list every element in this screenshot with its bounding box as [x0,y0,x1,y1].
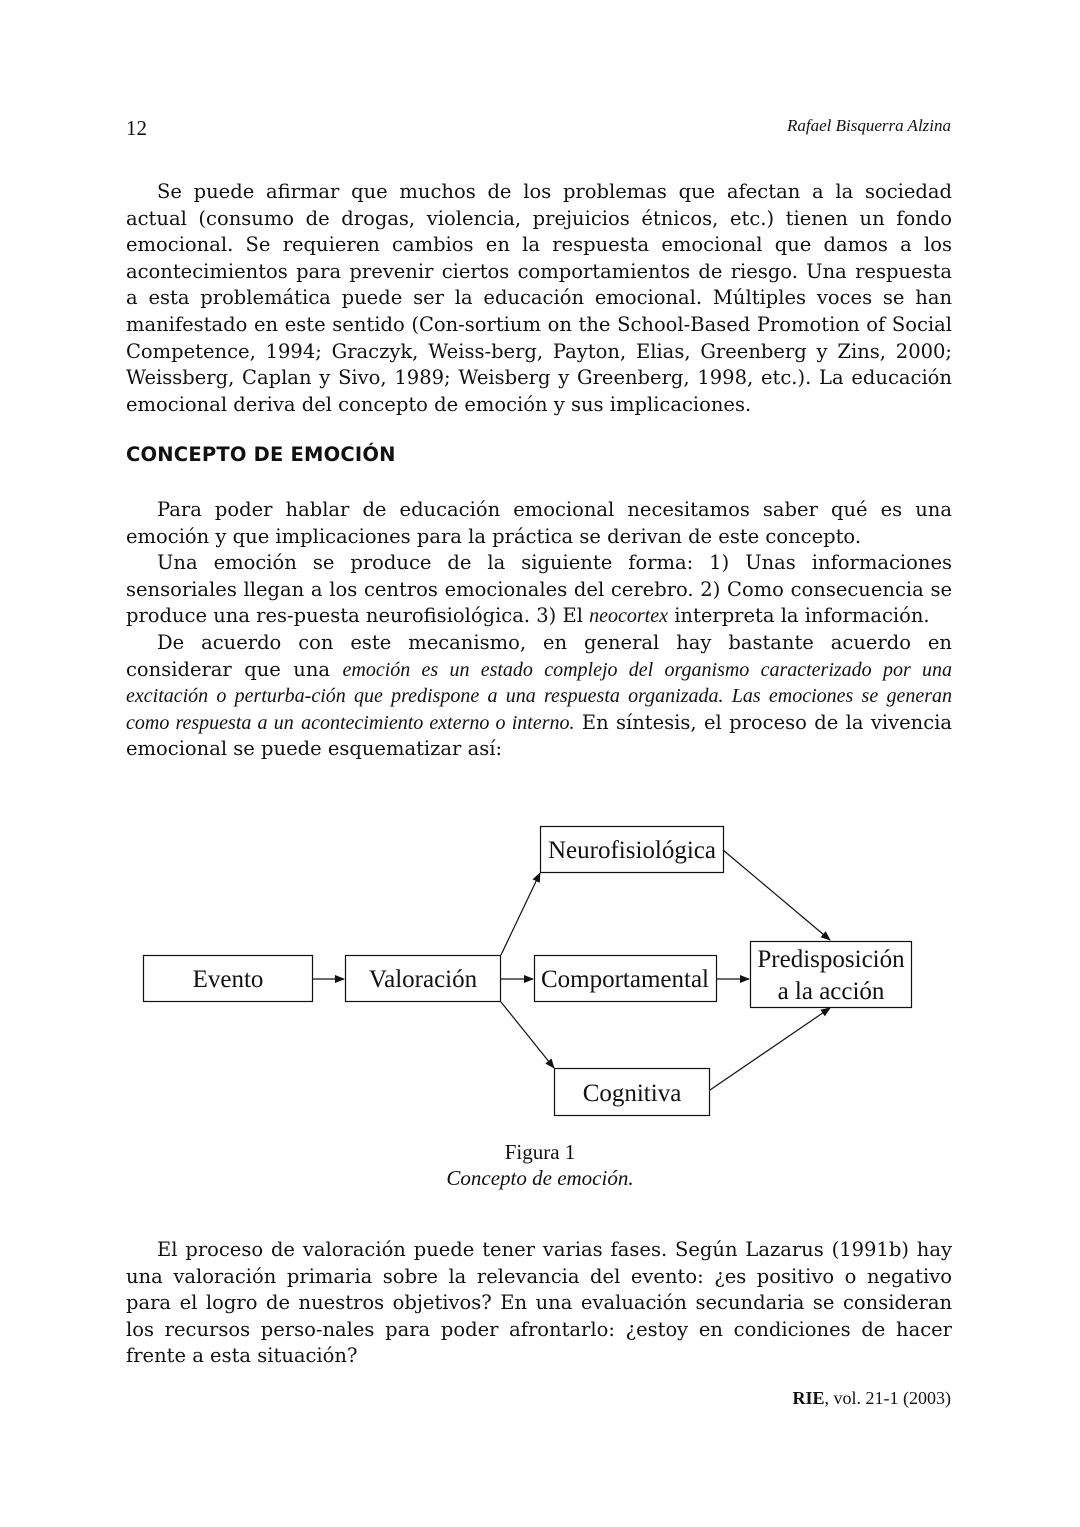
text-line: una [293,657,343,681]
text-line: ser la educación emocional. Múltiples voces se han manifestado en este sentido (Con- [126,286,952,336]
text-line: En síntesis, el proceso de la vivencia emocional se puede [126,710,952,761]
text-line: De acuerdo con este mecanismo, en general hay bastante acuerdo en considerar que [126,630,952,681]
text-line: (consumo de drogas, violencia, prejuicios étnicos, etc.) tienen un fondo emocional. Se [126,206,952,257]
text-line: esquematizar así: [327,737,503,761]
page-number: 12 [126,116,147,140]
text-line: valoración primaria sobre la relevancia del evento: ¿es positivo o negativo para el logro [126,1264,952,1315]
figure-title: Concepto de emoción. [446,1166,634,1190]
text-line: Greenberg, 1998, etc.). La educación emocional deriva del concepto de emoción y sus [126,366,952,416]
text-line: sortium on the School-Based Promotion of Social Competence, 1994; Graczyk, Weiss- [126,312,953,363]
text-line: prevenir ciertos comportamientos de riesgo. Una respuesta a esta problemática puede [126,259,952,310]
text-line: nales para poder afrontarlo: ¿estoy en condiciones de hacer frente a esta situación? [126,1317,952,1368]
emphasis: neocortex [589,605,668,628]
label-neurofisiologica: Neurofisiológica [547,837,717,864]
arrow-cognitiva-predisposicion [710,1008,830,1090]
text-line: El proceso de valoración puede tener varias fases. Según Lazarus (1991b) hay una [126,1238,952,1288]
text-line: puesta neurofisiológica. 3) El [293,604,590,628]
label-predisposicion-line1: Predisposición [757,946,905,973]
emphasis: acontecimiento externo o interno. [301,711,575,734]
label-evento: Evento [192,966,264,993]
arrow-valoracion-neurofisiologica [501,873,540,955]
label-valoracion: Valoración [368,966,478,993]
section-heading: CONCEPTO DE EMOCIÓN [126,443,396,466]
running-head: Rafael Bisquerra Alzina [786,116,951,135]
text-line: Se puede afirmar que muchos de los problemas que afectan a la sociedad actual [126,180,952,230]
text-line: Para poder hablar de educación emocional necesitamos saber qué es una emoción y [126,498,952,548]
arrow-neurofisiologica-predisposicion [723,850,830,940]
footer-citation [793,1388,952,1409]
label-predisposicion-line2: a la acción [777,978,885,1005]
journal-volume: , vol. 21-1 (2003) [824,1388,951,1408]
text-line: llegan a los centros emocionales del cerebro. 2) Como consecuencia se produce una res- [126,577,953,628]
arrow-valoracion-cognitiva [501,1002,554,1068]
after-figure-paragraph [126,1237,952,1370]
emphasis: emoción es un estado complejo del organismo caracterizado por una excitación o perturba- [126,658,952,708]
emphasis: ción que predispone a una respuesta organizada. Las emociones se generan como respuesta a un [126,685,952,734]
label-comportamental: Comportamental [540,966,710,993]
text-line: berg, Payton, Elias, Greenberg y Zins, 2000; Weissberg, Caplan y Sivo, 1989; Weisberg y [126,339,952,390]
label-cognitiva: Cognitiva [582,1080,682,1107]
text-line: requieren cambios en la respuesta emocional que damos a los acontecimientos para [126,233,952,283]
text-line: de nuestros objetivos? En una evaluación secundaria se consideran los recursos perso- [126,1291,953,1341]
text-line: Una emoción se produce de la siguiente forma: 1) Unas informaciones sensoriales [126,551,952,601]
text-line: que implicaciones para la práctica se derivan de este concepto. [232,524,862,548]
text-line: implicaciones. [609,392,752,416]
text-line: interpreta la información. [668,604,930,628]
figure-number: Figura 1 [504,1140,576,1164]
journal-name: RIE [792,1388,825,1408]
